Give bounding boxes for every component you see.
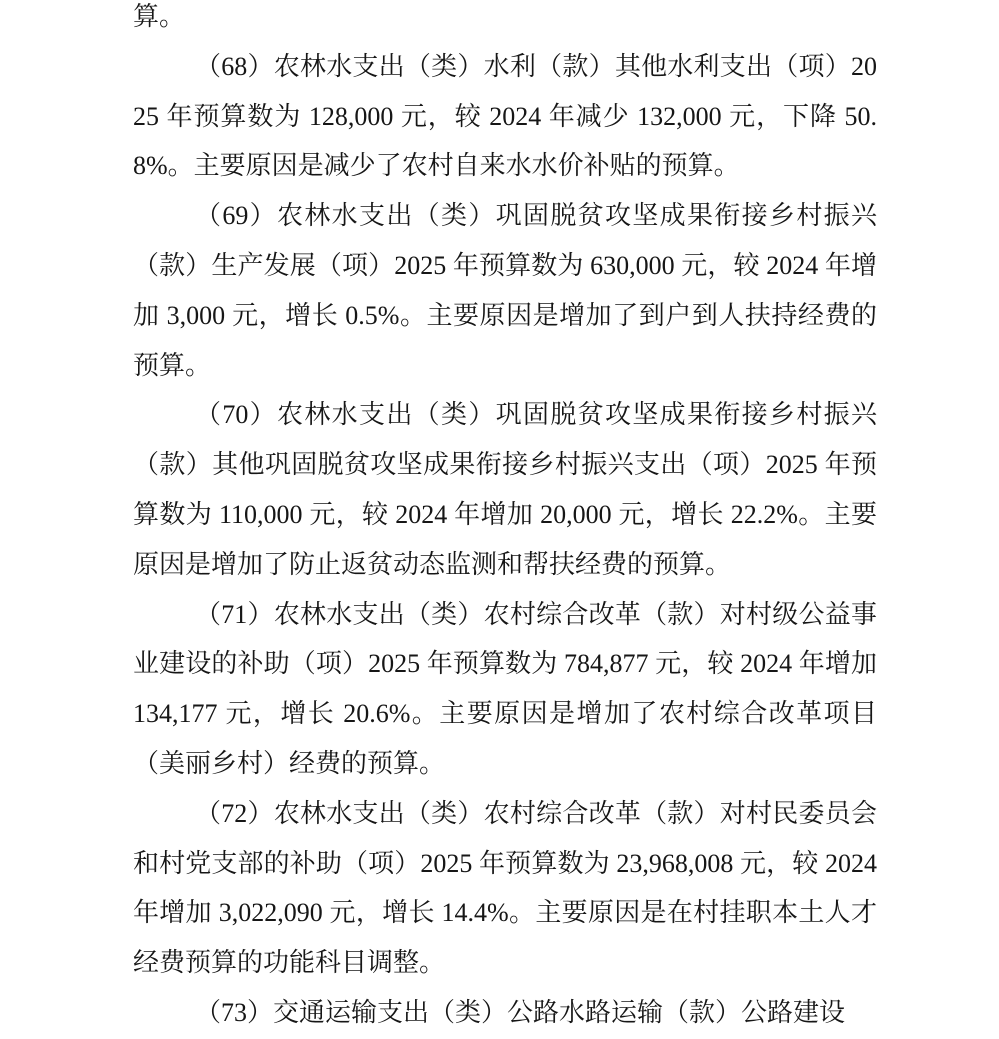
paragraph-item-72: （72）农林水支出（类）农村综合改革（款）对村民委员会和村党支部的补助（项）2025 年预算数为 23,968,008 元，较 2024 年增加 3,022,090 元，增长 14.4%。主要原因是在村挂职本土人才经费预算的功能科目调整。: [133, 798, 877, 978]
paragraph-item-71: （71）农林水支出（类）农村综合改革（款）对村级公益事业建设的补助（项）2025 年预算数为 784,877 元，较 2024 年增加 134,177 元，增长 20.6%。主要原因是增加了农村综合改革项目（美丽乡村）经费的预算。: [133, 599, 877, 778]
paragraph-item-70: （70）农林水支出（类）巩固脱贫攻坚成果衔接乡村振兴（款）其他巩固脱贫攻坚成果衔接乡村振兴支出（项）2025 年预算数为 110,000 元，较 2024 年增加 20,000 元，增长 22.2%。主要原因是增加了防止返贫动态监测和帮扶经费的预算。: [133, 400, 877, 579]
document-text-block: [133, 0, 877, 1038]
paragraph-item-69: （69）农林水支出（类）巩固脱贫攻坚成果衔接乡村振兴（款）生产发展（项）2025 年预算数为 630,000 元，较 2024 年增加 3,000 元，增长 0.5%。主要原因是增加了到户到人扶持经费的预算。: [133, 201, 877, 380]
paragraph-item-73: （73）交通运输支出（类）公路水路运输（款）公路建设: [195, 997, 846, 1027]
paragraph-continuation: 算。: [133, 2, 186, 31]
paragraph-item-68: （68）农林水支出（类）水利（款）其他水利支出（项）2025 年预算数为 128,000 元，较 2024 年减少 132,000 元，下降 50.8%。主要原因是减少了农村自来水水价补贴的预算。: [133, 51, 877, 181]
